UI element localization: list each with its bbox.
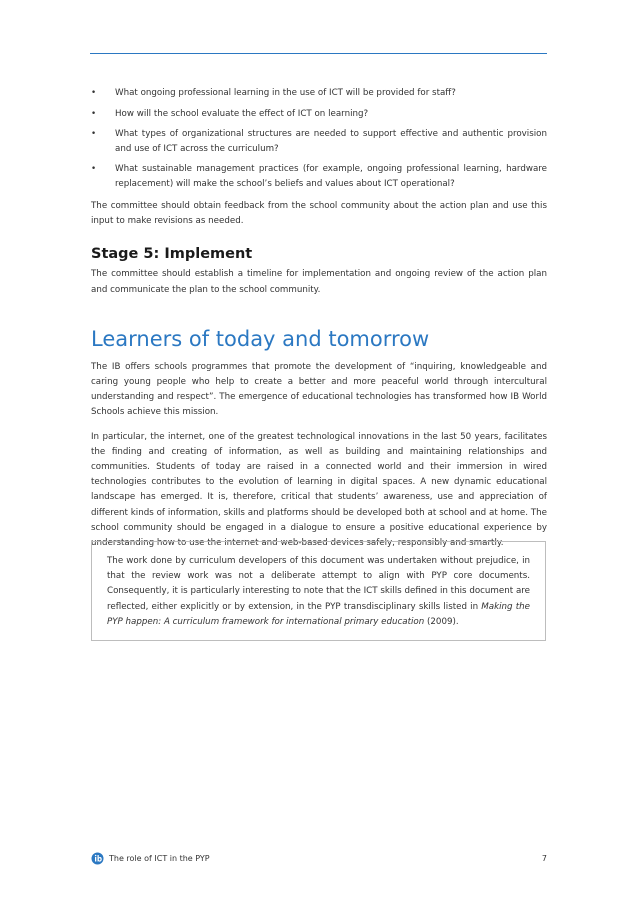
list-item-text: How will the school evaluate the effect of ICT on learning?	[115, 108, 369, 119]
list-item	[91, 127, 547, 156]
stage5-paragraph: The committee should establish a timeline for implementation and ongoing review of the action plan and communicate the plan to the school community.	[91, 269, 547, 295]
bullet-icon: •	[91, 164, 97, 174]
learners-paragraph-2: In particular, the internet, one of the greatest technological innovations in the last 50 years, facilitates the finding and creating of information, as well as building and maintaining relationships and communities. Students of today are raised in a connected world and their immersion in wired technologies contributes to the evolution of learning in digital spaces. A new dynamic educational landscape has emerged. It is, therefore, critical that students’ awareness, use and appreciation of different kinds of information, skills and platforms should be developed both at school and at home. The school community should be engaged in a dialogue to ensure a positive educational experience by understanding how to use the internet and web-based devices safely, responsibly and smartly.	[91, 431, 547, 549]
list-item	[91, 86, 547, 101]
list-item	[91, 107, 547, 122]
list-item	[91, 162, 547, 191]
section-heading: Learners of today and tomorrow	[91, 326, 430, 351]
bullet-icon: •	[91, 88, 97, 98]
note-paragraph	[107, 554, 530, 630]
header-rule	[90, 53, 547, 54]
footer-title: The role of ICT in the PYP	[109, 854, 210, 863]
question-list	[91, 86, 547, 191]
note-suffix: (2009).	[424, 616, 459, 627]
bullet-icon: •	[91, 108, 97, 119]
feedback-paragraph: The committee should obtain feedback from the school community about the action plan and use this input to make revisions as needed.	[91, 201, 547, 227]
list-item-text: What ongoing professional learning in the use of ICT will be provided for staff?	[115, 88, 456, 98]
page-footer	[91, 852, 547, 866]
note-document-title: Making the PYP happen: A curriculum framework for international primary education	[107, 601, 531, 627]
learners-paragraph-1: The IB offers schools programmes that promote the development of “inquiring, knowledgeable and caring young people who help to create a better and more peaceful world through intercultural understanding and respect”. The emergence of educational technologies has transformed how IB World Schools achieve this mission.	[91, 361, 547, 418]
page-number: 7	[541, 854, 547, 863]
main-content	[91, 86, 547, 551]
bullet-icon: •	[91, 129, 97, 139]
stage5-heading: Stage 5: Implement	[91, 246, 253, 263]
note-box	[91, 541, 546, 641]
list-item-text: What types of organizational structures are needed to support effective and authentic provision and use of ICT across the curriculum?	[115, 129, 547, 154]
list-item-text: What sustainable management practices (for example, ongoing professional learning, hardware replacement) will make the school’s beliefs and values about ICT operational?	[115, 164, 547, 189]
ib-logo-icon	[91, 852, 104, 865]
note-text: The work done by curriculum developers of this document was undertaken without prejudice, in that the review work was not a deliberate attempt to align with PYP core documents. Consequently, it is particularly interesting to note that the ICT skills defined in this document are reflected, either explicitly or by extension, in the PYP transdisciplinary skills listed in	[107, 556, 530, 612]
